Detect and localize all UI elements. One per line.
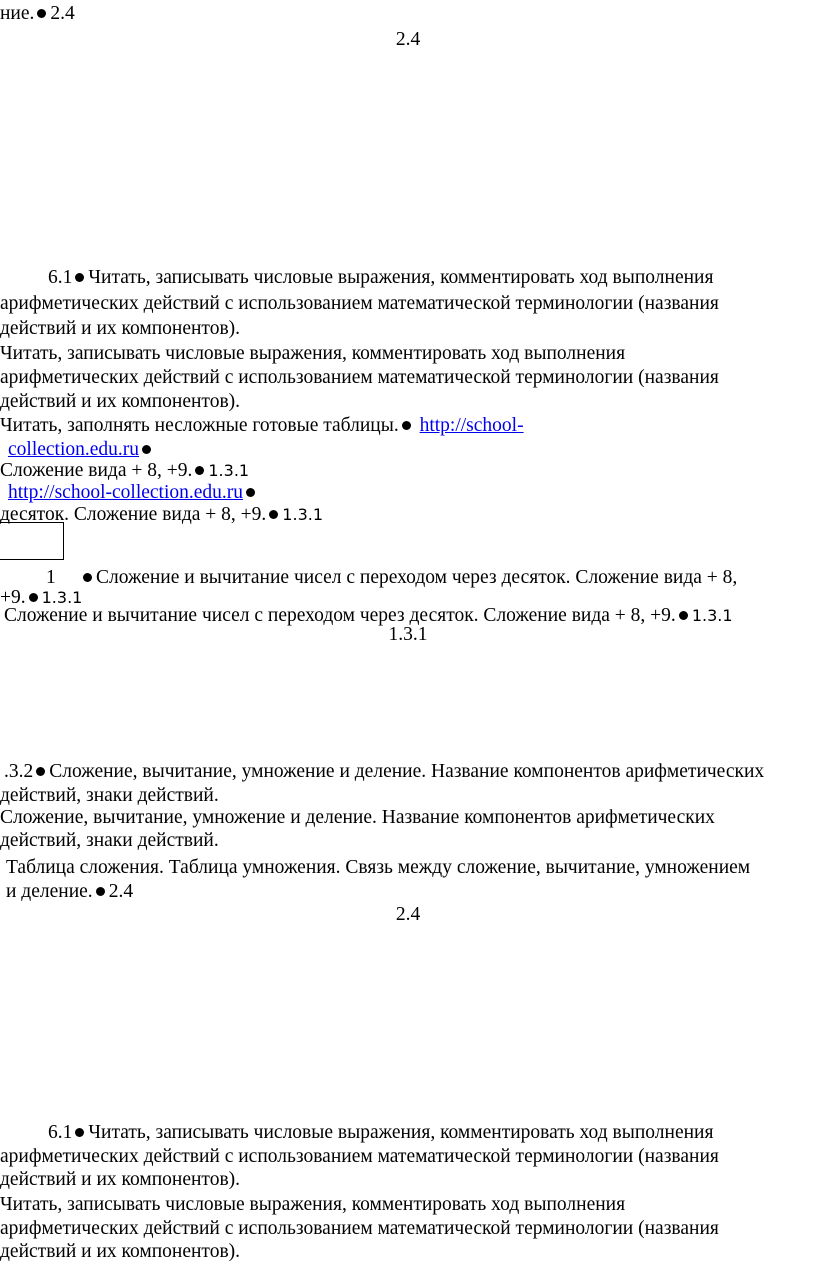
paragraph-line — [6, 880, 133, 903]
paragraph-line: действий и их компонентов). — [0, 1241, 241, 1262]
top-line — [0, 2, 75, 25]
bullet-dot-icon — [269, 510, 278, 519]
paragraph-line: арифметических действий с использованием математической терминологии (названия — [0, 1218, 719, 1239]
bullet-dot-icon — [37, 9, 46, 18]
center-section-number: 2.4 — [395, 904, 421, 925]
paragraph-line — [48, 266, 713, 289]
paragraph-text: Читать, записывать числовые выражения, комментировать ход выполнения — [88, 1122, 714, 1143]
paragraph-line: Сложение, вычитание, умножение и деление. Название компонентов арифметических — [0, 807, 715, 828]
bullet-dot-icon — [679, 611, 688, 620]
section-number: 6.1 — [48, 1122, 73, 1143]
paragraph-line: действий, знаки действий. — [0, 830, 219, 851]
bullet-dot-icon — [246, 488, 255, 497]
section-number: .3.2 — [4, 761, 34, 782]
bullet-dot-icon — [402, 421, 411, 430]
addition-line — [0, 459, 249, 482]
bullet-dot-icon — [195, 466, 204, 475]
bullet-dot-icon — [75, 273, 84, 282]
paragraph-line: действий и их компонентов). — [0, 318, 241, 339]
paragraph-text: десяток. Сложение вида + 8, +9. — [0, 504, 267, 525]
bullet-dot-icon — [29, 593, 38, 602]
text-fragment: ние. — [0, 3, 35, 24]
paragraph-line: действий, знаки действий. — [0, 785, 219, 806]
paragraph-text: Читать, заполнять несложные готовые таблицы. — [0, 415, 399, 436]
school-collection-link[interactable]: http://school- — [419, 415, 524, 436]
paragraph-text: Сложение и вычитание чисел с переходом через десяток. Сложение вида + 8, — [96, 567, 738, 588]
paragraph-line: Читать, записывать числовые выражения, комментировать ход выполнения — [0, 1194, 626, 1215]
paragraph-text: Читать, записывать числовые выражения, комментировать ход выполнения — [88, 267, 714, 288]
paragraph-line: действий и их компонентов). — [0, 1169, 241, 1190]
bullet-dot-icon — [142, 445, 151, 454]
paragraph-text: Сложение, вычитание, умножение и деление. Название компонентов арифметических — [49, 761, 765, 782]
bullet-dot-icon — [75, 1128, 84, 1137]
paragraph-text: Сложение и вычитание чисел с переходом через десяток. Сложение вида + 8, +9. — [4, 605, 676, 626]
bullet-dot-icon — [36, 767, 45, 776]
section-number: 2.4 — [108, 881, 134, 902]
paragraph-line: арифметических действий с использованием математической терминологии (названия — [0, 1146, 719, 1167]
paragraph-line: Читать, записывать числовые выражения, комментировать ход выполнения — [0, 343, 626, 364]
row-number: 1 — [46, 567, 56, 588]
section-number: 6.1 — [48, 267, 73, 288]
paragraph-text: +9. — [0, 587, 26, 608]
section-number: 1.3.1 — [41, 588, 83, 607]
paragraph-line: действий и их компонентов). — [0, 391, 241, 412]
paragraph-line: арифметических действий с использованием математической терминологии (названия — [0, 293, 719, 314]
center-section-number: 2.4 — [395, 29, 421, 50]
paragraph-text: Сложение вида + 8, +9. — [0, 460, 193, 481]
bullet-dot-icon — [83, 573, 92, 582]
row-line — [80, 566, 737, 589]
link-line — [8, 481, 259, 504]
school-collection-link[interactable]: http://school-collection.edu.ru — [8, 482, 244, 503]
table-cell-frame — [0, 522, 64, 560]
section-line — [4, 760, 764, 783]
tables-line — [0, 414, 524, 437]
paragraph-text: и деление. — [6, 881, 93, 902]
paragraph-line — [48, 1121, 713, 1144]
bullet-dot-icon — [96, 887, 105, 896]
center-section-number: 1.3.1 — [388, 624, 428, 645]
section-number: 1.3.1 — [282, 505, 324, 524]
section-number: 1.3.1 — [208, 461, 250, 480]
school-collection-link[interactable]: collection.edu.ru — [8, 439, 140, 460]
paragraph-line: арифметических действий с использованием математической терминологии (названия — [0, 367, 719, 388]
section-number: 1.3.1 — [691, 606, 733, 625]
section-number: 2.4 — [50, 3, 75, 24]
paragraph-line: Таблица сложения. Таблица умножения. Связь между сложение, вычитание, умножением — [6, 857, 751, 878]
link-line — [8, 438, 155, 461]
